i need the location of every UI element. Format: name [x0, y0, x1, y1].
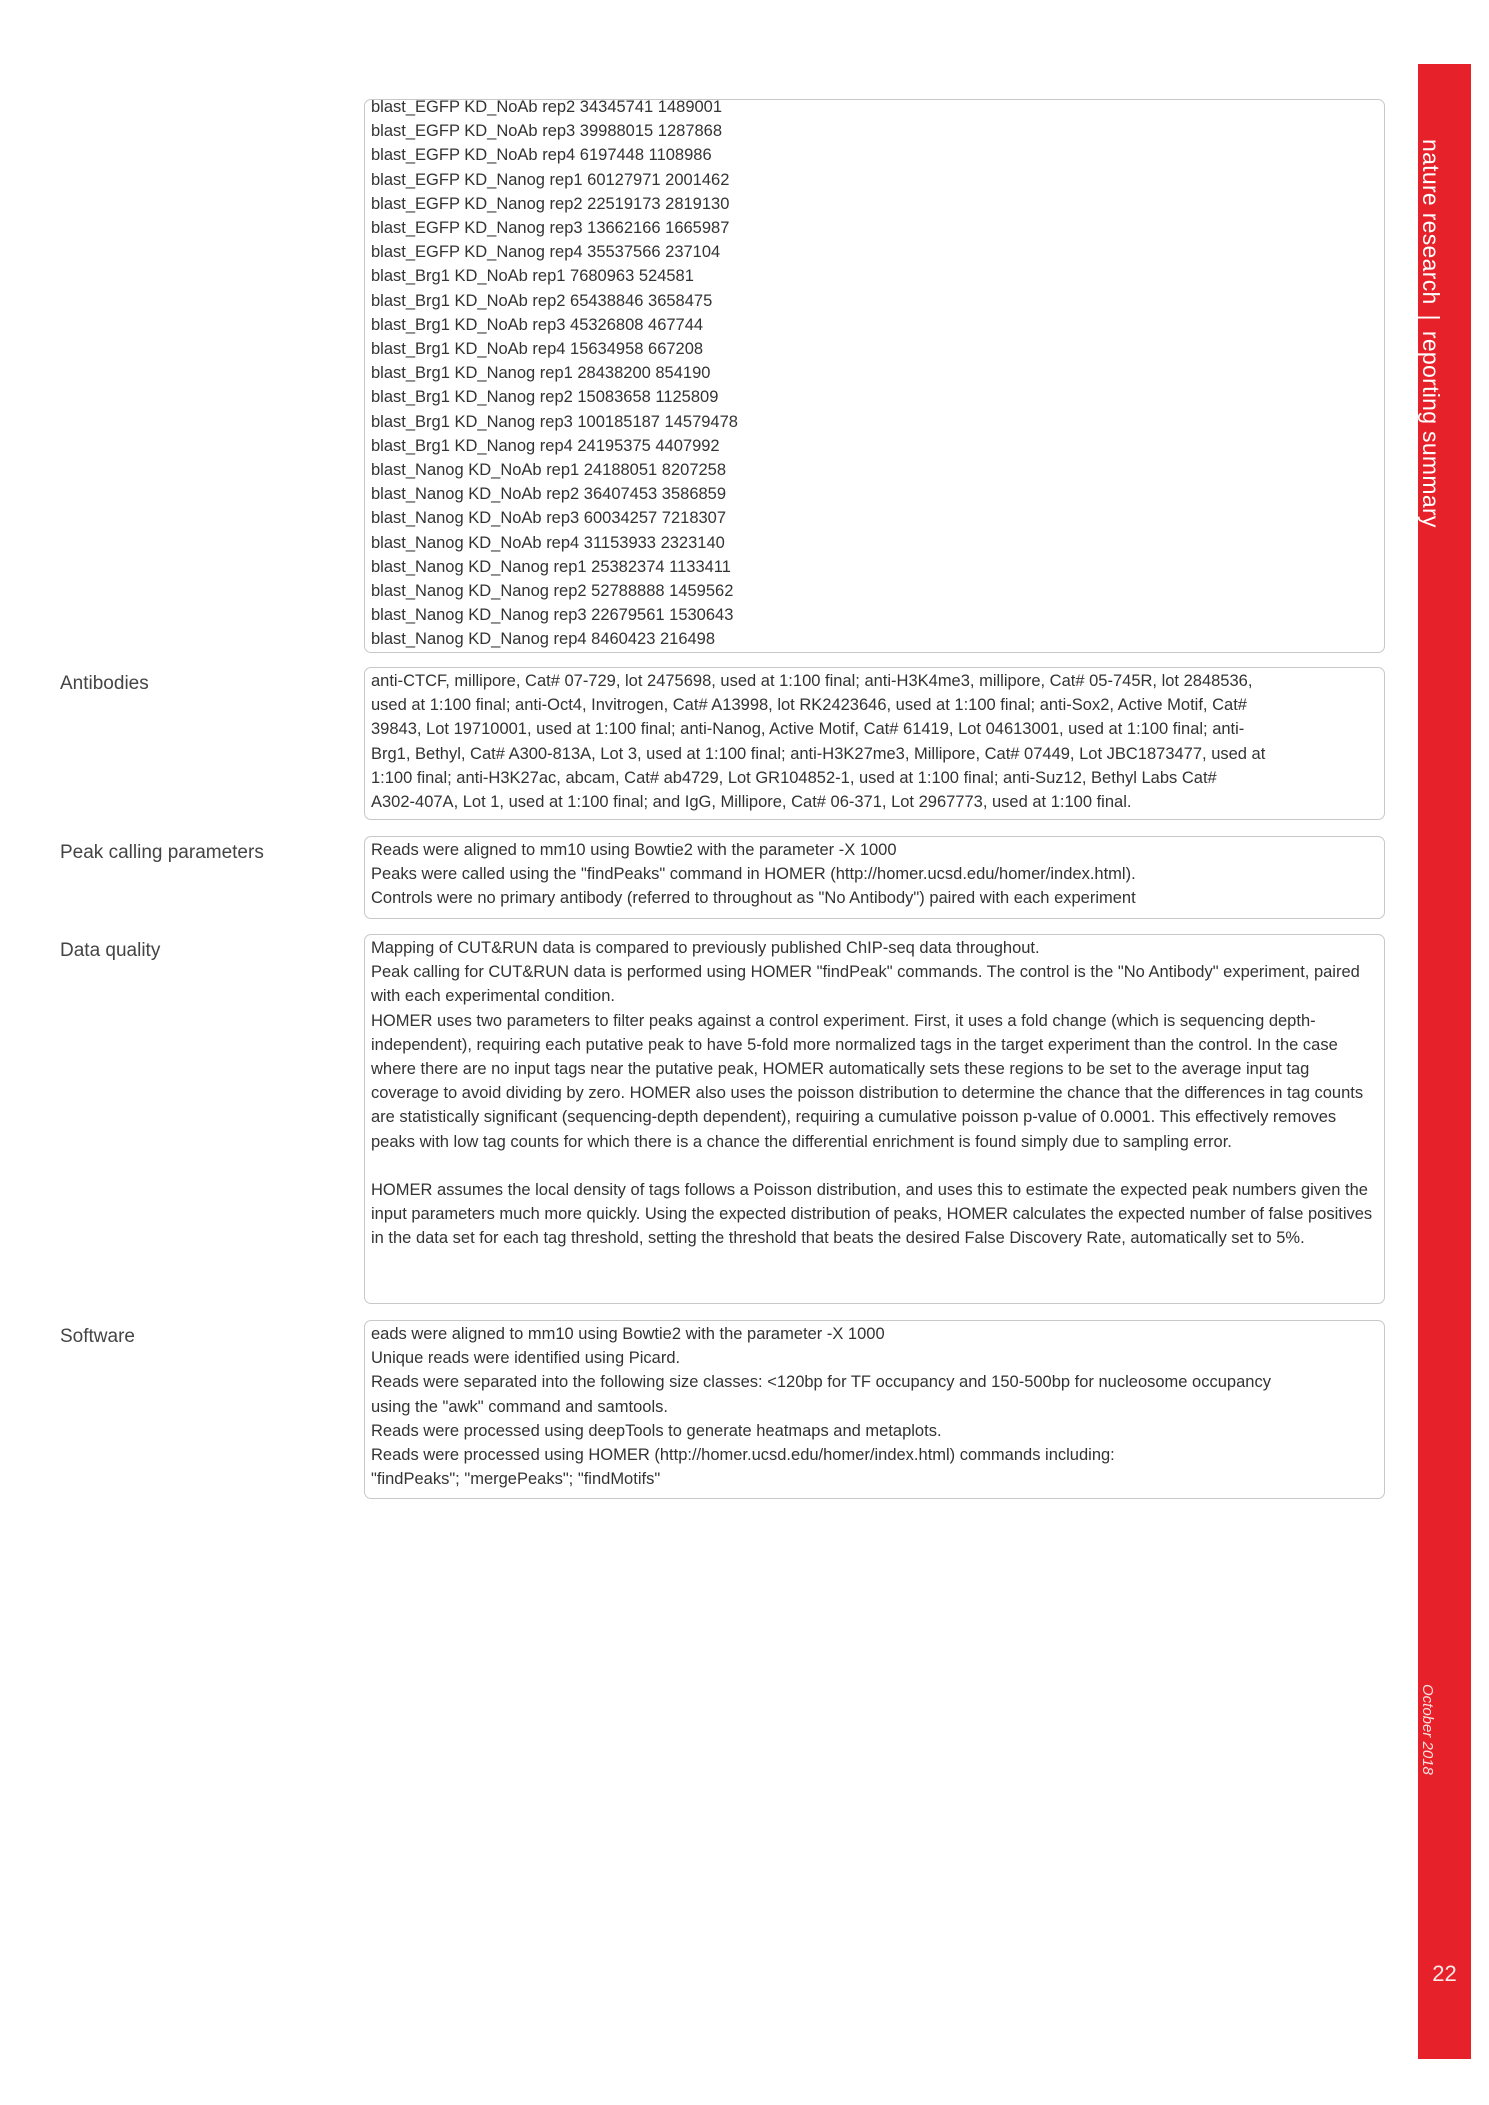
data-list-item: blast_Nanog KD_Nanog rep3 22679561 1530643 — [371, 606, 734, 625]
software-line: "findPeaks"; "mergePeaks"; "findMotifs" — [371, 1470, 661, 1489]
document-date: October 2018 — [1419, 1684, 1436, 1775]
software-box — [364, 1320, 1385, 1499]
sequencing-data-box — [364, 99, 1385, 653]
antibodies-box — [364, 667, 1385, 820]
antibodies-label: Antibodies — [60, 673, 149, 694]
software-label: Software — [60, 1326, 135, 1347]
data-list-item: blast_Nanog KD_Nanog rep1 25382374 1133411 — [371, 557, 731, 576]
page-number: 22 — [1432, 1961, 1457, 1986]
data-list-item: blast_EGFP KD_Nanog rep1 60127971 2001462 — [371, 170, 730, 189]
software-line: Reads were processed using HOMER (http://homer.ucsd.edu/homer/index.html) commands including: — [371, 1446, 1115, 1465]
peak-calling-line: Peaks were called using the "findPeaks" command in HOMER (http://homer.ucsd.edu/homer/index.html). — [371, 865, 1136, 884]
peak-calling-line: Controls were no primary antibody (referred to throughout as "No Antibody") paired with each experiment — [371, 889, 1136, 908]
data-quality-paragraph: Mapping of CUT&RUN data is compared to previously published ChIP-seq data throughout. — [371, 939, 1040, 957]
data-list-item: blast_EGFP KD_Nanog rep4 35537566 237104 — [371, 243, 721, 262]
title-separator: | — [1418, 314, 1444, 321]
software-line: Reads were separated into the following size classes: <120bp for TF occupancy and 150-500bp for nucleosome occupancy — [371, 1373, 1271, 1392]
data-list-item: blast_EGFP KD_NoAb rep2 34345741 1489001 — [371, 99, 723, 116]
sidebar-title — [1417, 139, 1444, 528]
software-line: Reads were processed using deepTools to generate heatmaps and metaplots. — [371, 1421, 942, 1440]
software-line: eads were aligned to mm10 using Bowtie2 with the parameter -X 1000 — [371, 1325, 885, 1343]
sidebar-banner — [1418, 64, 1471, 2059]
data-quality-paragraph: Peak calling for CUT&RUN data is performed using HOMER "findPeak" commands. The control is the "No Antibody" experiment, paired with each experimental condition. — [371, 963, 1360, 1006]
data-quality-paragraph: HOMER uses two parameters to filter peaks against a control experiment. First, it uses a fold change (which is sequencing depth-independent), requiring each putative peak to have 5-fold more normalized tags in the target experiment than the control. In the case where there are no input tags near the putative peak, HOMER automatically sets these regions to be set to the average input tag coverage to avoid dividing by zero. HOMER also uses the poisson distribution to determine the chance that the differences in tag counts are statistically significant (sequencing-depth dependent), requiring a cumulative poisson p-value of 0.0001. This effectively removes peaks with low tag counts for which there is a chance the differential enrichment is found simply due to sampling error. — [371, 1011, 1364, 1151]
peak-calling-label: Peak calling parameters — [60, 842, 264, 863]
data-list-item: blast_EGFP KD_NoAb rep4 6197448 1108986 — [371, 146, 712, 165]
data-quality-box — [364, 934, 1385, 1304]
antibodies-line: 39843, Lot 19710001, used at 1:100 final; anti-Nanog, Active Motif, Cat# 61419, Lot 04613001, used at 1:100 final; anti- — [371, 720, 1245, 739]
antibodies-line: used at 1:100 final; anti-Oct4, Invitrogen, Cat# A13998, lot RK2423646, used at 1:100 final; anti-Sox2, Active Motif, Cat# — [371, 696, 1247, 715]
data-list-item: blast_Nanog KD_Nanog rep2 52788888 1459562 — [371, 582, 734, 601]
peak-calling-box — [364, 836, 1385, 919]
antibodies-line: anti-CTCF, millipore, Cat# 07-729, lot 2475698, used at 1:100 final; anti-H3K4me3, millipore, Cat# 05-745R, lot 2848536, — [371, 672, 1253, 690]
data-list-item: blast_EGFP KD_Nanog rep2 22519173 2819130 — [371, 194, 730, 213]
data-quality-paragraph: HOMER assumes the local density of tags follows a Poisson distribution, and uses this to estimate the expected peak numbers given the input parameters much more quickly. Using the expected distribution of peaks, HOMER calculates the expected number of false positives in the data set for each tag threshold, setting the threshold that beats the desired False Discovery Rate, automatically set to 5%. — [371, 1181, 1373, 1248]
document-type: reporting summary — [1418, 330, 1444, 528]
data-list-item: blast_Brg1 KD_NoAb rep3 45326808 467744 — [371, 315, 704, 334]
data-list-item: blast_Nanog KD_NoAb rep3 60034257 7218307 — [371, 509, 727, 528]
data-list-item: blast_Brg1 KD_Nanog rep4 24195375 4407992 — [371, 436, 720, 455]
data-list-item: blast_Brg1 KD_NoAb rep1 7680963 524581 — [371, 267, 694, 286]
data-list-item: blast_Brg1 KD_Nanog rep2 15083658 1125809 — [371, 388, 719, 407]
data-list-item: blast_Nanog KD_NoAb rep2 36407453 3586859 — [371, 485, 727, 504]
data-list-item: blast_EGFP KD_NoAb rep3 39988015 1287868 — [371, 122, 723, 141]
data-list-item: blast_Brg1 KD_NoAb rep2 65438846 3658475 — [371, 291, 713, 310]
data-list-item: blast_Nanog KD_NoAb rep4 31153933 2323140 — [371, 533, 725, 552]
software-line: using the "awk" command and samtools. — [371, 1397, 668, 1416]
journal-name: nature research — [1418, 139, 1444, 305]
data-list-item: blast_Nanog KD_Nanog rep4 8460423 216498 — [371, 630, 716, 649]
data-list-item: blast_EGFP KD_Nanog rep3 13662166 1665987 — [371, 219, 730, 238]
software-line: Unique reads were identified using Picard. — [371, 1349, 681, 1368]
data-list-item: blast_Brg1 KD_NoAb rep4 15634958 667208 — [371, 340, 704, 359]
antibodies-line: Brg1, Bethyl, Cat# A300-813A, Lot 3, used at 1:100 final; anti-H3K27me3, Millipore, Cat# 07449, Lot JBC1873477, used at — [371, 744, 1266, 763]
data-list-item: blast_Brg1 KD_Nanog rep1 28438200 854190 — [371, 364, 711, 383]
paragraph-spacer — [371, 1154, 1379, 1178]
data-list-item: blast_Brg1 KD_Nanog rep3 100185187 14579478 — [371, 412, 738, 431]
data-quality-label: Data quality — [60, 940, 161, 961]
peak-calling-line: Reads were aligned to mm10 using Bowtie2 with the parameter -X 1000 — [371, 841, 897, 859]
data-list-item: blast_Nanog KD_NoAb rep1 24188051 8207258 — [371, 461, 727, 480]
antibodies-line: 1:100 final; anti-H3K27ac, abcam, Cat# ab4729, Lot GR104852-1, used at 1:100 final; anti-Suz12, Bethyl Labs Cat# — [371, 768, 1217, 787]
antibodies-line: A302-407A, Lot 1, used at 1:100 final; and IgG, Millipore, Cat# 06-371, Lot 2967773, used at 1:100 final. — [371, 793, 1132, 812]
